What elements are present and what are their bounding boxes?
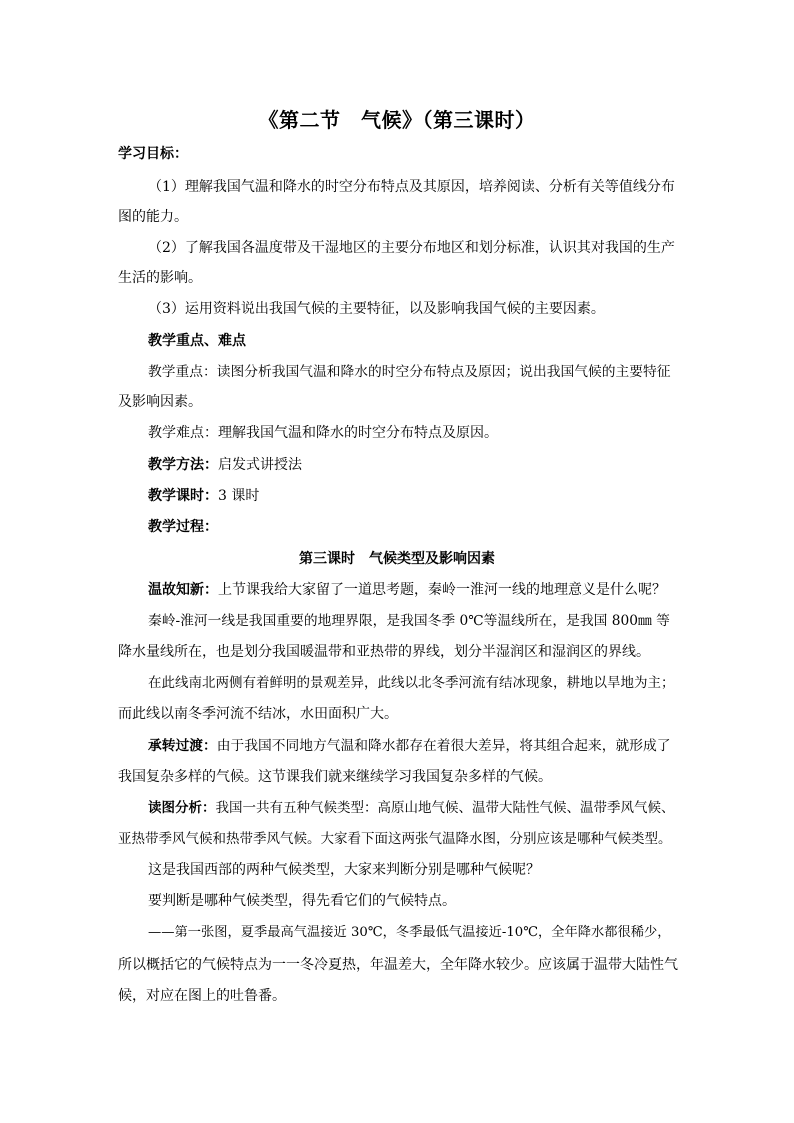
review-para-2-line-1: 在此线南北两侧有着鲜明的景观差异，此线以北冬季河流有结冰现象，耕地以旱地为主； [148, 675, 675, 691]
review-line [148, 580, 678, 600]
hours-label: 教学课时： [148, 488, 218, 504]
method-value: 启发式讲授法 [218, 457, 302, 473]
review-para-2-line-2: 而此线以南冬季河流不结冰，水田面积广大。 [118, 706, 398, 722]
analysis-answer-line-2: 所以概括它的气候特点为一一冬冷夏热，年温差大，全年降水较少。应该属于温带大陆性气 [118, 957, 678, 973]
objective-1-line-2: 图的能力。 [118, 209, 188, 225]
method-label: 教学方法： [148, 457, 218, 473]
transition-label: 承转过渡： [148, 738, 217, 754]
analysis-answer-line-1: ——第一张图，夏季最高气温接近 30℃，冬季最低气温接近-10℃，全年降水都很稀少， [148, 925, 671, 940]
objective-2-line-2: 生活的影响。 [118, 270, 202, 286]
difficulty-line [148, 423, 678, 443]
transition-line-1 [148, 736, 678, 756]
process-heading: 教学过程： [148, 519, 218, 535]
transition-text: 由于我国不同地方气温和降水都存在着很大差异，将其组合起来，就形成了 [216, 738, 671, 754]
review-para-1-line-1: 秦岭-淮河一线是我国重要的地理界限，是我国冬季 0℃等温线所在，是我国 800㎜ 等 [148, 613, 670, 629]
focus-line-1 [148, 362, 678, 382]
page-title: 《第二节 气候》（第三课时） [258, 108, 536, 132]
difficulty-label: 教学难点： [148, 425, 218, 441]
focus-text: 读图分析我国气温和降水的时空分布特点及原因；说出我国气候的主要特征 [216, 364, 671, 380]
objective-3: （3）运用资料说出我国气候的主要特征，以及影响我国气候的主要因素。 [148, 301, 605, 317]
transition-line-2: 我国复杂多样的气候。这节课我们就来继续学习我国复杂多样的气候。 [118, 769, 552, 785]
analysis-question-2: 要判断是哪种气候类型，得先看它们的气候特点。 [148, 893, 456, 909]
analysis-text: 我国一共有五种气候类型：高原山地气候、温带大陆性气候、温带季风气候、 [215, 800, 675, 816]
objectives-heading: 学习目标： [118, 146, 188, 162]
hours-line [148, 486, 678, 506]
focus-line-2: 及影响因素。 [118, 394, 202, 410]
objective-2-line-1: （2）了解我国各温度带及干湿地区的主要分布地区和划分标准，认识其对我国的生产 [148, 240, 675, 256]
focus-label: 教学重点： [148, 364, 217, 380]
difficulty-text: 理解我国气温和降水的时空分布特点及原因。 [218, 425, 498, 441]
analysis-label: 读图分析： [148, 800, 216, 816]
key-points-heading: 教学重点、难点 [148, 333, 246, 349]
lesson-title: 第三课时 气候类型及影响因素 [299, 551, 495, 567]
review-label: 温故知新： [148, 582, 218, 598]
analysis-answer-line-3: 候，对应在图上的吐鲁番。 [118, 988, 286, 1004]
hours-value: 3 课时 [218, 488, 260, 504]
method-line [148, 455, 678, 475]
analysis-line-1 [148, 798, 678, 818]
review-text: 上节课我给大家留了一道思考题，秦岭一淮河一线的地理意义是什么呢？ [218, 582, 666, 598]
analysis-line-2: 亚热带季风气候和热带季风气候。大家看下面这两张气温降水图，分别应该是哪种气候类型。 [118, 831, 672, 847]
objective-1-line-1: （1）理解我国气温和降水的时空分布特点及其原因，培养阅读、分析有关等值线分布 [148, 179, 675, 195]
review-para-1-line-2: 降水量线所在，也是划分我国暖温带和亚热带的界线，划分半湿润区和湿润区的界线。 [118, 644, 650, 660]
analysis-question-1: 这是我国西部的两种气候类型，大家来判断分别是哪种气候呢？ [148, 862, 540, 878]
